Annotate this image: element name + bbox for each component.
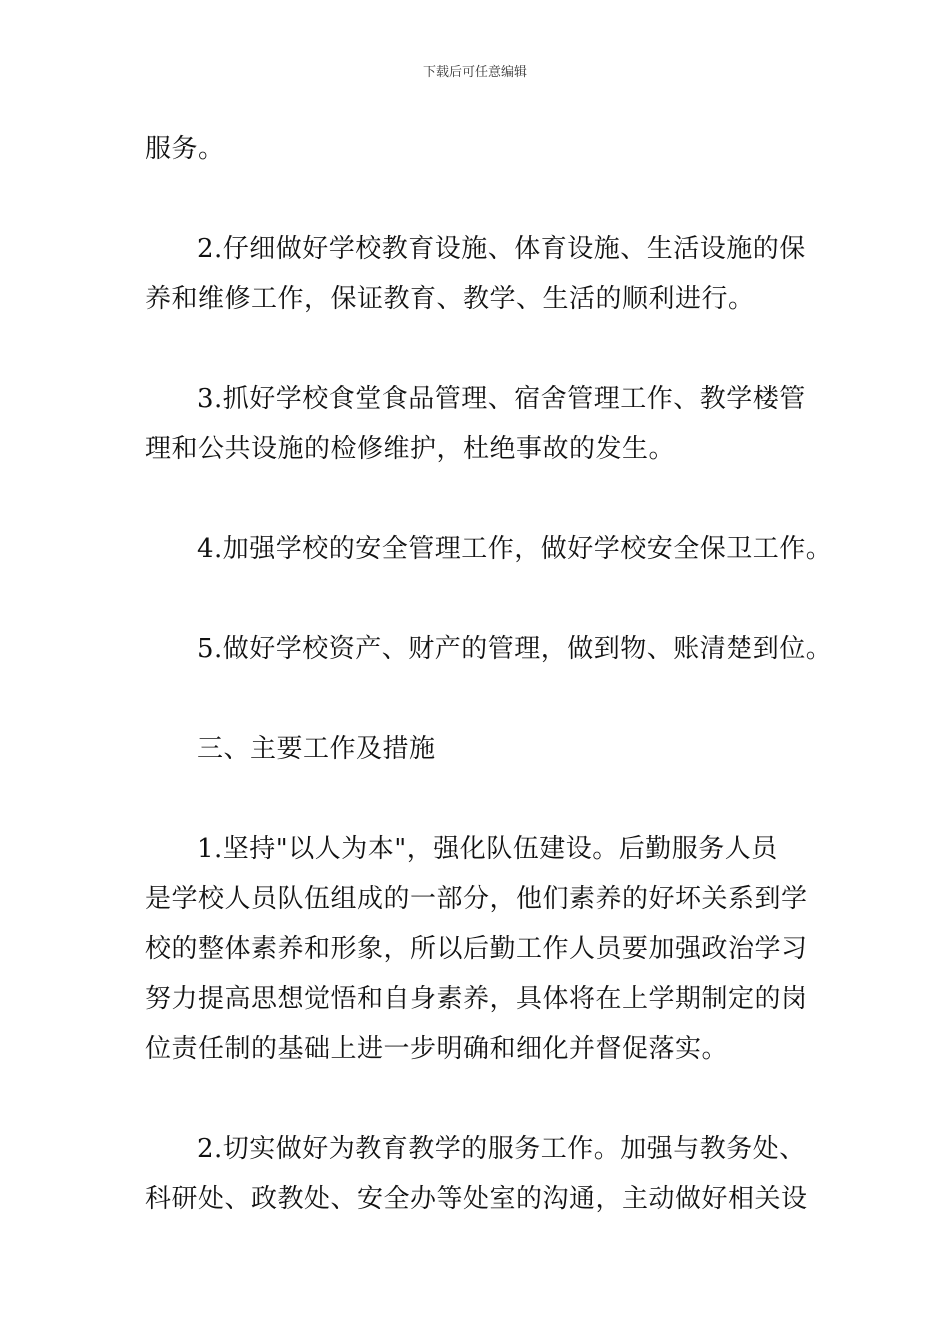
paragraph-item-2-facilities [145,224,807,324]
paragraph-measure-1-team [145,824,807,1074]
text-line: 理和公共设施的检修维护，杜绝事故的发生。 [145,434,676,464]
text-line: 努力提高思想觉悟和自身素养，具体将在上学期制定的岗 [145,984,808,1014]
paragraph-gap [145,174,807,224]
text-line: 2.切实做好为教育教学的服务工作。加强与教务处、 [197,1134,806,1164]
paragraph-item-3-canteen [145,374,807,474]
paragraph-gap [145,674,807,724]
text-line: 1.坚持"以人为本"，强化队伍建设。后勤服务人员 [197,834,778,864]
paragraph-item-4-safety [145,524,833,574]
page-header: 下载后可任意编辑 [422,65,527,80]
text-line: 科研处、政教处、安全办等处室的沟通，主动做好相关设 [145,1184,808,1214]
text-line: 校的整体素养和形象，所以后勤工作人员要加强政治学习 [145,934,808,964]
paragraph-gap [145,574,807,624]
paragraph-gap [145,474,807,524]
section-heading [145,724,807,774]
paragraph-item-5-assets [145,624,833,674]
text-line: 2.仔细做好学校教育设施、体育设施、生活设施的保 [197,234,806,264]
paragraph-gap [145,774,807,824]
text-line: 服务。 [145,134,225,164]
paragraph-gap [145,324,807,374]
text-line: 是学校人员队伍组成的一部分，他们素养的好坏关系到学 [145,884,808,914]
text-line: 3.抓好学校食堂食品管理、宿舍管理工作、教学楼管 [197,384,806,414]
text-line: 5.做好学校资产、财产的管理，做到物、账清楚到位。 [197,634,833,664]
text-line: 三、主要工作及措施 [197,734,436,764]
document-body [145,124,833,1224]
paragraph-continuation [145,124,807,174]
paragraph-measure-2-service [145,1124,807,1224]
text-line: 位责任制的基础上进一步明确和细化并督促落实。 [145,1034,729,1064]
paragraph-gap [145,1074,807,1124]
text-line: 4.加强学校的安全管理工作，做好学校安全保卫工作。 [197,534,833,564]
text-line: 养和维修工作，保证教育、教学、生活的顺利进行。 [145,284,755,314]
